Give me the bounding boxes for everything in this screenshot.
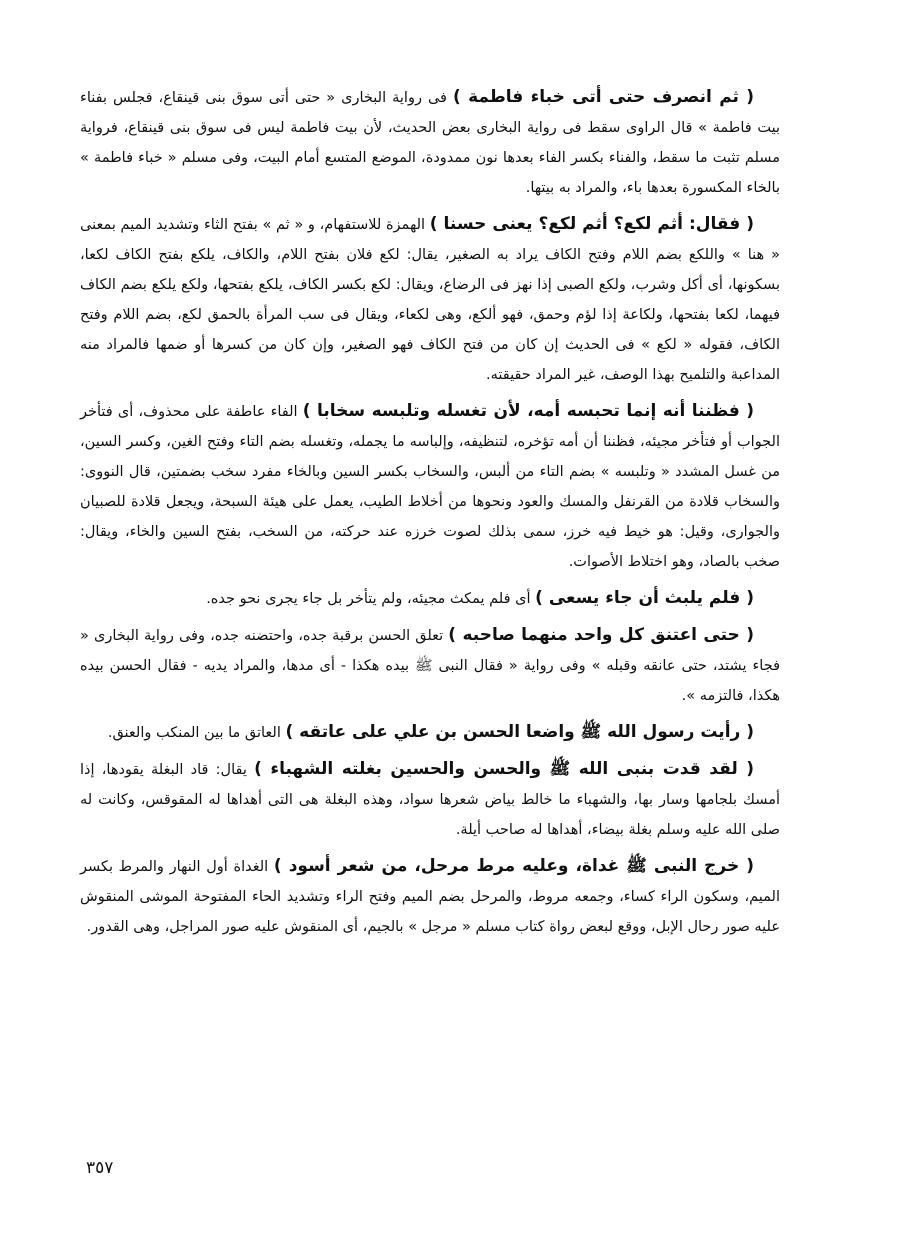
page-body xyxy=(80,82,780,948)
hadith-lemma: ( حتى اعتنق كل واحد منهما صاحبه ) xyxy=(448,625,754,645)
paragraph-8 xyxy=(80,851,780,942)
paragraph-3 xyxy=(80,396,780,577)
hadith-lemma: ( ثم انصرف حتى أتى خباء فاطمة ) xyxy=(452,87,754,107)
paragraph-6 xyxy=(80,717,780,748)
paragraph-1 xyxy=(80,82,780,203)
commentary-text: الهمزة للاستفهام، و « ثم » بفتح الثاء وتشديد الميم بمعنى « هنا » واللكع بضم اللام وفتح الكاف يراد به الصغير، يقال: لكع فلان بفتح اللام، والكاف، يلكع بفتح الكاف لكعا، بسكونها، أى أكل وشرب، ولكع الصبى إذا نهز فى الرضاع، ويقال: لكع بكسر الكاف، يلكع بفتحها، ولكع يلكع بضم الكاف فيهما، لكعا بفتحها، ولكاعة إذا لؤم وحمق، فهو ألكع، وهى لكعاء، ويقال فى سب المرأة بالحمق لكع، بضم اللام وفتح الكاف، فقوله « لكع » فى الحديث إن كان من فتح الكاف فهو الصغير، وإن كان من كسرها أو ضمها فالمراد منه المداعبة والتلميح بهذا الوصف، غير المراد حقيقته. xyxy=(80,217,780,383)
paragraph-2 xyxy=(80,209,780,390)
hadith-lemma: ( لقد قدت بنبى الله ﷺ والحسن والحسين بغلته الشهباء ) xyxy=(254,759,755,779)
hadith-lemma: ( فقال: أثم لكع؟ أثم لكع؟ يعنى حسنا ) xyxy=(429,214,754,234)
paragraph-4 xyxy=(80,583,780,614)
hadith-lemma: ( خرج النبى ﷺ غداة، وعليه مرط مرحل، من شعر أسود ) xyxy=(273,856,754,876)
paragraph-7 xyxy=(80,754,780,845)
page-number: ٣٥٧ xyxy=(86,1158,114,1178)
paragraph-5 xyxy=(80,620,780,711)
commentary-text: الغداة أول النهار والمرط بكسر الميم، وسكون الراء كساء، وجمعه مروط، والمرحل بضم الميم وفتح الراء وتشديد الحاء المفتوحة الموشى المنقوش عليه صور رحال الإبل، ووقع لبعض رواة كتاب مسلم « مرجل » بالجيم، أى المنقوش عليه صور المراجل، وهى القدور. xyxy=(80,859,780,935)
commentary-text: يقال: قاد البغلة يقودها، إذا أمسك بلجامها وسار بها، والشهباء ما خالط بياض شعرها سواد، وهذه البغلة هى التى أهداها له المقوقس، وكانت له صلى الله عليه وسلم بغلة بيضاء، أهداها له صاحب أيلة. xyxy=(80,762,780,838)
hadith-lemma: ( رأيت رسول الله ﷺ واضعا الحسن بن علي على عاتقه ) xyxy=(285,722,754,742)
commentary-text: العاتق ما بين المنكب والعنق. xyxy=(107,725,286,741)
commentary-text: الفاء عاطفة على محذوف، أى فتأخر الجواب أو فتأخر مجيئه، فظننا أن أمه تؤخره، لتنظيفه، وإلباسه ما يجمله، وتغسله بضم التاء وفتح الغين، وكسر السين، من غسل المشدد « وتلبسه » بضم التاء من ألبس، والسخاب بكسر السين وبالخاء مفرد سخب بضمتين، قال النووى: والسخاب قلادة من القرنفل والمسك والعود ونحوها من أخلاط الطيب، يعمل على هيئة السبحة، ويجعل قلادة للصبيان والجوارى، وقيل: هو خيط فيه خرز، سمى بذلك لصوت خرزه عند حركته، من السخب، بفتح السين والخاء، ويقال: صخب بالصاد، وهو اختلاط الأصوات. xyxy=(80,404,780,570)
commentary-text: أى فلم يمكث مجيئه، ولم يتأخر بل جاء يجرى نحو جده. xyxy=(206,591,536,607)
commentary-text: فى رواية البخارى « حتى أتى سوق بنى قينقاع، فجلس بفناء بيت فاطمة » قال الراوى سقط فى رواية البخارى بعض الحديث، لأن بيت فاطمة ليس فى سوق بنى قينقاع، فرواية مسلم تثبت ما سقط، والفناء بكسر الفاء بعدها نون ممدودة، الموضع المتسع أمام البيت، وفى مسلم « خباء فاطمة » بالخاء المكسورة بعدها باء، والمراد به بيتها. xyxy=(80,90,780,196)
hadith-lemma: ( فلم يلبث أن جاء يسعى ) xyxy=(535,588,754,608)
hadith-lemma: ( فظننا أنه إنما تحبسه أمه، لأن تغسله وتلبسه سخابا ) xyxy=(302,401,754,421)
commentary-text: تعلق الحسن برقبة جده، واحتضنه جده، وفى رواية البخارى « فجاء يشتد، حتى عانقه وقبله » وفى رواية « فقال النبى ﷺ بيده هكذا - أى مدها، والمراد يديه - فقال الحسن بيده هكذا، فالتزمه ». xyxy=(80,628,780,704)
